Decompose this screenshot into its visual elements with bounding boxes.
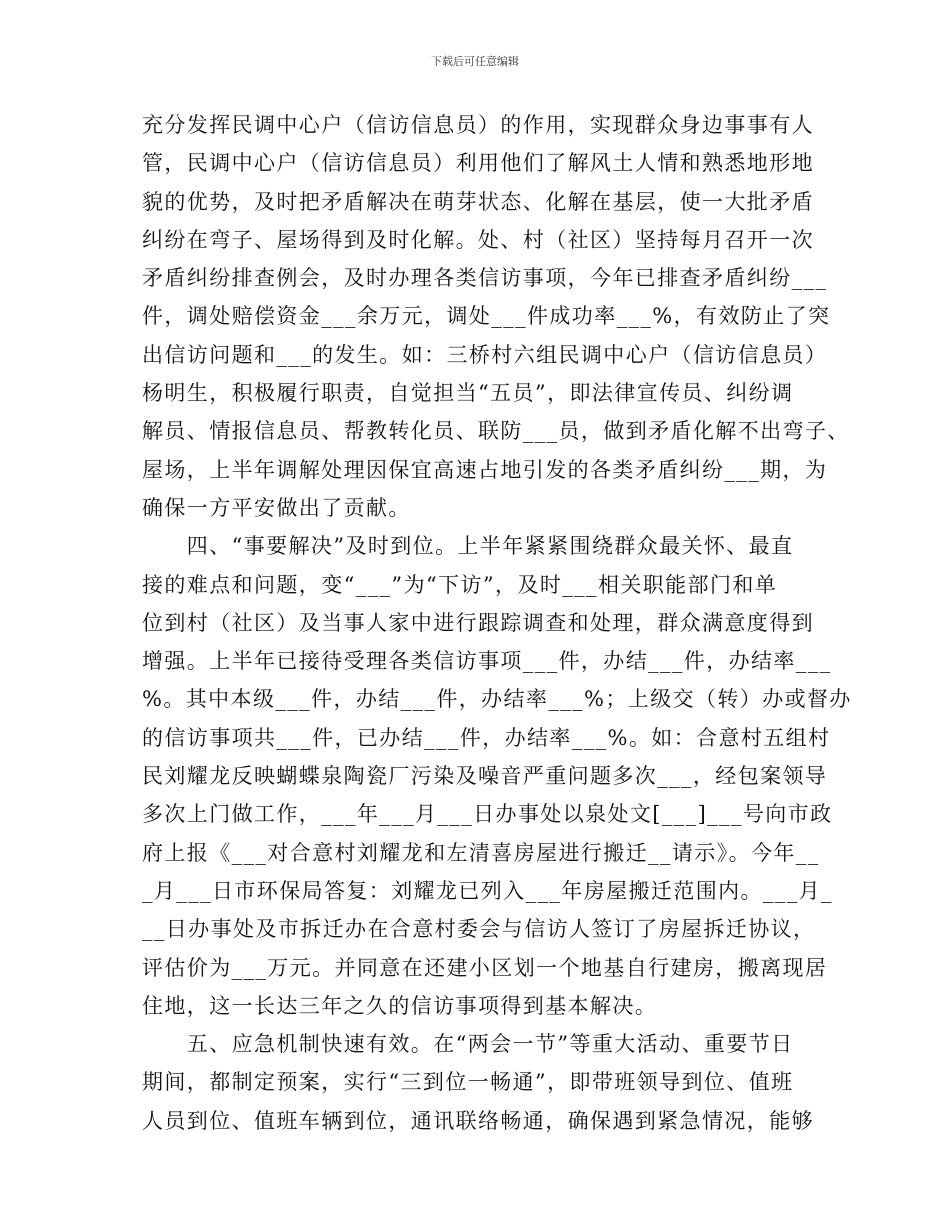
text-line: 接的难点和问题，变“___”为“下访”，及时___相关职能部门和单 xyxy=(142,572,778,597)
text-line: 管，民调中心户（信访信息员）利用他们了解风土人情和熟悉地形地 xyxy=(142,151,814,176)
document-body xyxy=(142,106,852,1140)
text-line: 人员到位、值班车辆到位，通讯联络畅通，确保遇到紧急情况，能够 xyxy=(142,1108,814,1133)
text-line: 解员、情报信息员、帮教转化员、联防___员，做到矛盾化解不出弯子、 xyxy=(142,419,850,444)
text-line: 位到村（社区）及当事人家中进行跟踪调查和处理，群众满意度得到 xyxy=(142,610,814,635)
text-line: %。其中本级___件，办结___件，办结率___%；上级交（转）办或督办 xyxy=(142,687,852,712)
text-line: 矛盾纠纷排查例会，及时办理各类信访事项，今年已排查矛盾纠纷___ xyxy=(142,266,828,291)
text-line: 杨明生，积极履行职责，自觉担当“五员”，即法律宣传员、纠纷调 xyxy=(142,381,794,406)
text-line: 期间，都制定预案，实行“三到位一畅通”，即带班领导到位、值班 xyxy=(142,1070,794,1095)
text-line: __日办事处及市拆迁办在合意村委会与信访人签订了房屋拆迁协议， xyxy=(142,917,816,942)
page-header: 下载后可任意编辑 xyxy=(431,55,519,68)
text-line: 评估价为___万元。并同意在还建小区划一个地基自行建房，搬离现居 xyxy=(142,955,828,980)
text-line: 出信访问题和___的发生。如：三桥村六组民调中心户（信访信息员） xyxy=(142,342,828,367)
text-line: 充分发挥民调中心户（信访信息员）的作用，实现群众身边事事有人 xyxy=(142,113,814,137)
section-heading-line: 四、“事要解决”及时到位。上半年紧紧围绕群众最关怀、最直 xyxy=(142,534,794,559)
text-line: _月___日市环保局答复：刘耀龙已列入___年房屋搬迁范围内。___月_ xyxy=(142,878,833,903)
text-line: 住地，这一长达三年之久的信访事项得到基本解决。 xyxy=(142,993,658,1018)
text-line: 纠纷在弯子、屋场得到及时化解。处、村（社区）坚持每月召开一次 xyxy=(142,227,814,252)
text-line: 府上报《___对合意村刘耀龙和左清喜房屋进行搬迁__请示》。今年__ xyxy=(142,840,820,865)
text-line: 确保一方平安做出了贡献。 xyxy=(142,495,411,520)
text-line: 多次上门做工作，___年___月___日办事处以泉处文[___]___号向市政 xyxy=(142,802,833,827)
text-line: 民刘耀龙反映蝴蝶泉陶瓷厂污染及噪音严重问题多次___，经包案领导 xyxy=(142,764,828,789)
text-line: 件，调处赔偿资金___余万元，调处___件成功率___%，有效防止了突 xyxy=(142,304,831,329)
text-line: 增强。上半年已接待受理各类信访事项___件，办结___件，办结率___ xyxy=(142,649,832,674)
text-line: 的信访事项共___件，已办结___件，办结率___%。如：合意村五组村 xyxy=(142,725,831,750)
text-line: 屋场，上半年调解处理因保宜高速占地引发的各类矛盾纠纷___期，为 xyxy=(142,457,828,482)
text-line: 貌的优势，及时把矛盾解决在萌芽状态、化解在基层，使一大批矛盾 xyxy=(142,189,814,214)
section-heading-line: 五、应急机制快速有效。在“两会一节”等重大活动、重要节日 xyxy=(142,1032,794,1057)
